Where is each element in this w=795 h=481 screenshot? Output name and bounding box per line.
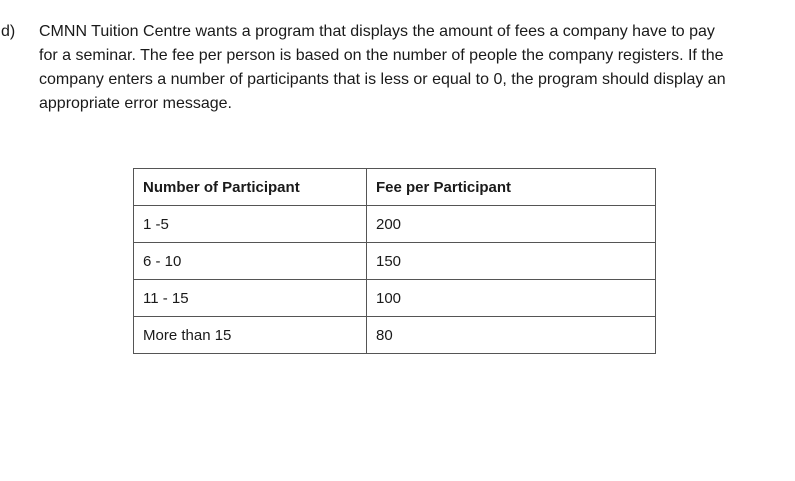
- question-label: d): [1, 23, 16, 40]
- participants-cell: 1 -5: [134, 206, 367, 243]
- fee-cell: 80: [367, 317, 656, 354]
- participants-cell: 6 - 10: [134, 243, 367, 280]
- header-number-of-participant: Number of Participant: [134, 169, 367, 206]
- question-text: CMNN Tuition Centre wants a program that displays the amount of fees a company have to pay for a seminar. The fee per person is based on the number of people the company registers. If the company enters a number of participants that is less or equal to 0, the program should display an appropriate error message.: [39, 23, 726, 112]
- question-block: [0, 20, 790, 116]
- table-header-row: [134, 169, 656, 206]
- fee-table: [133, 168, 656, 354]
- table-row: [134, 280, 656, 317]
- table-row: [134, 243, 656, 280]
- fee-cell: 150: [367, 243, 656, 280]
- participants-cell: 11 - 15: [134, 280, 367, 317]
- table-row: [134, 206, 656, 243]
- fee-cell: 100: [367, 280, 656, 317]
- fee-cell: 200: [367, 206, 656, 243]
- participants-cell: More than 15: [134, 317, 367, 354]
- table-row: [134, 317, 656, 354]
- header-fee-per-participant: Fee per Participant: [367, 169, 656, 206]
